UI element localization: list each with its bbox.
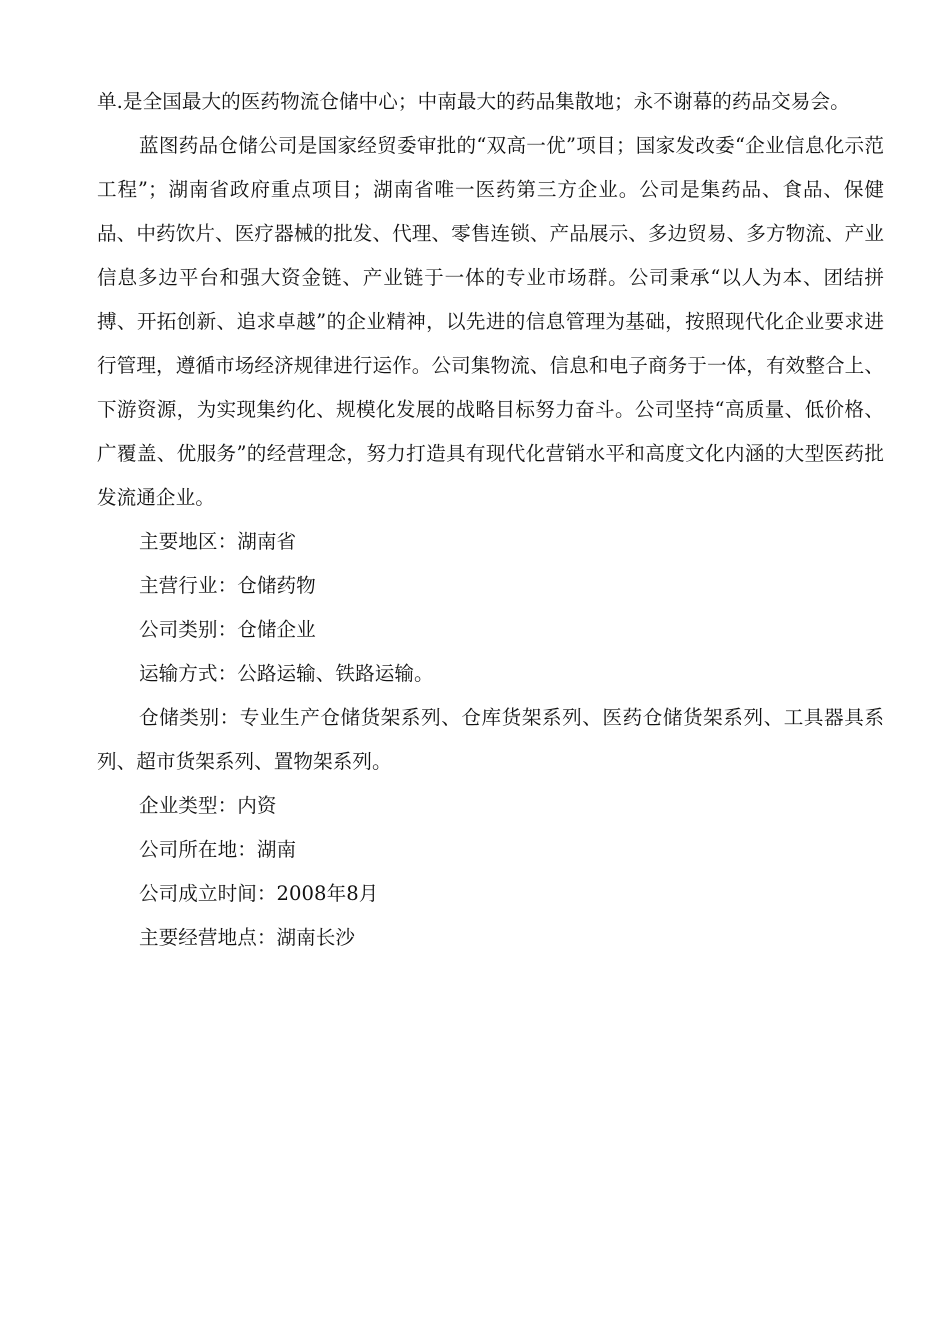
fact-storage-category: 仓储类别：专业生产仓储货架系列、仓库货架系列、医药仓储货架系列、工具器具系列、超市货架系列、置物架系列。 [97, 706, 884, 773]
fact-enterprise-type: 企业类型：内资 [139, 794, 277, 817]
paragraph-continuation: 单.是全国最大的医药物流仓储中心；中南最大的药品集散地；永不谢幕的药品交易会。 [97, 90, 850, 113]
document-page [97, 80, 884, 960]
fact-main-business-place: 主要经营地点：湖南长沙 [139, 926, 356, 949]
fact-main-industry: 主营行业：仓储药物 [139, 574, 316, 597]
paragraph-company-intro: 蓝图药品仓储公司是国家经贸委审批的“双高一优”项目；国家发改委“企业信息化示范工程”；湖南省政府重点项目；湖南省唯一医药第三方企业。公司是集药品、食品、保健品、中药饮片、医疗器械的批发、代理、零售连锁、产品展示、多边贸易、多方物流、产业信息多边平台和强大资金链、产业链于一体的专业市场群。公司秉承“以人为本、团结拼搏、开拓创新、追求卓越”的企业精神，以先进的信息管理为基础，按照现代化企业要求进行管理，遵循市场经济规律进行运作。公司集物流、信息和电子商务于一体，有效整合上、下游资源，为实现集约化、规模化发展的战略目标努力奋斗。公司坚持“高质量、低价格、广覆盖、优服务”的经营理念，努力打造具有现代化营销水平和高度文化内涵的大型医药批发流通企业。 [97, 134, 884, 509]
fact-transport-mode: 运输方式：公路运输、铁路运输。 [139, 662, 434, 685]
fact-company-location: 公司所在地：湖南 [139, 838, 297, 861]
fact-company-category: 公司类别：仓储企业 [139, 618, 316, 641]
fact-main-region: 主要地区：湖南省 [139, 530, 297, 553]
fact-founding-date: 公司成立时间：2008年8月 [139, 882, 379, 905]
